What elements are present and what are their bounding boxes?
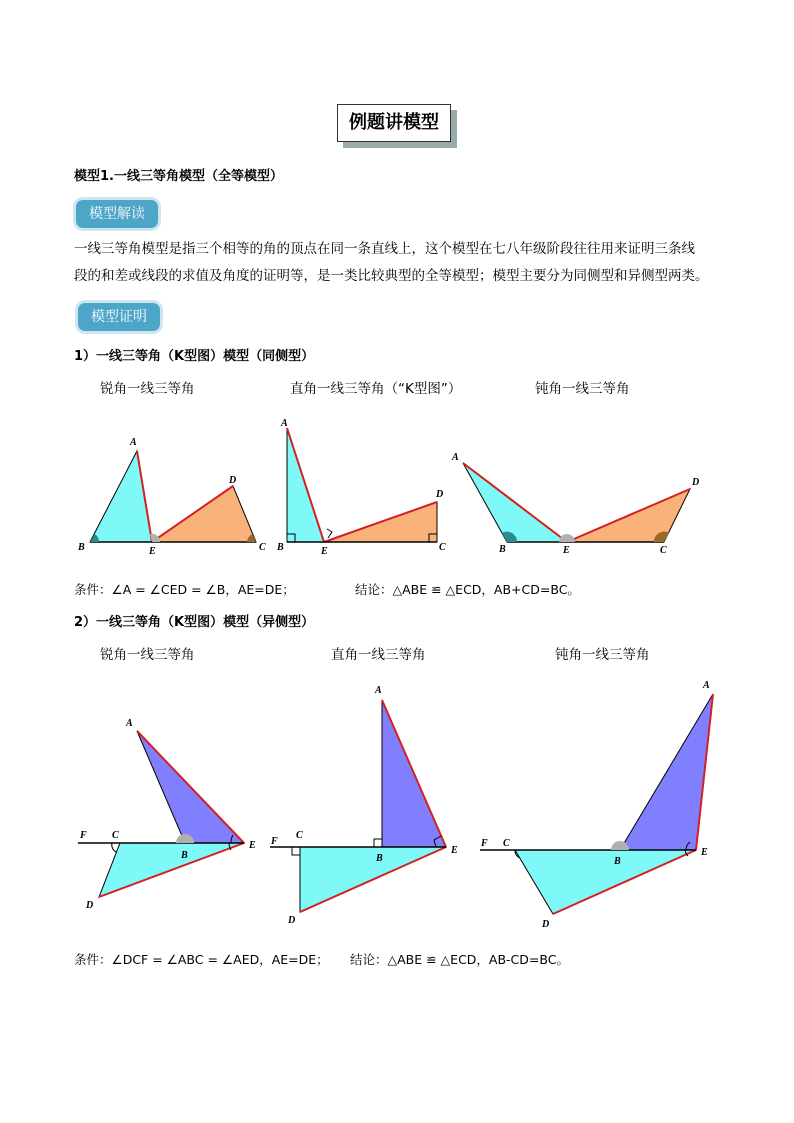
s1-subtitle-right: 直角一线三等角（“K型图”） xyxy=(290,381,462,397)
label-B: B xyxy=(376,853,383,864)
label-C: C xyxy=(112,830,119,841)
intro-paragraph xyxy=(74,236,734,290)
label-E: E xyxy=(451,845,458,856)
label-E: E xyxy=(149,546,156,557)
label-F: F xyxy=(80,830,87,841)
label-A: A xyxy=(126,718,133,729)
section2-figures xyxy=(0,670,794,940)
label-C: C xyxy=(503,838,510,849)
paragraph-line-2: 段的和差或线段的求值及角度的证明等，是一类比较典型的全等模型；模型主要分为同侧型和异侧型两类。 xyxy=(74,268,709,284)
s2-obtuse-figure xyxy=(480,680,713,930)
s1-right-figure xyxy=(276,418,446,557)
s2-obtuse-triangle-ecd xyxy=(515,850,696,914)
section1-heading: 1）一线三等角（K型图）模型（同侧型） xyxy=(74,349,315,364)
label-C: C xyxy=(660,545,667,556)
s2-subtitle-obtuse: 钝角一线三等角 xyxy=(555,647,650,663)
s2-condition: 条件：∠DCF = ∠ABC = ∠AED，AE=DE； xyxy=(74,952,329,967)
label-A: A xyxy=(703,680,710,691)
label-A: A xyxy=(130,437,137,448)
s1-subtitle-acute: 锐角一线三等角 xyxy=(100,381,195,397)
s1-acute-triangle-ecd xyxy=(152,486,256,542)
label-B: B xyxy=(78,542,85,553)
label-D: D xyxy=(436,489,444,500)
label-F: F xyxy=(481,838,488,849)
s2-subtitle-right: 直角一线三等角 xyxy=(331,647,426,663)
label-E: E xyxy=(701,847,708,858)
s1-acute-figure xyxy=(77,437,266,557)
s1-obtuse-figure xyxy=(451,452,699,556)
label-E: E xyxy=(563,545,570,556)
label-E: E xyxy=(321,546,328,557)
label-B: B xyxy=(181,850,188,861)
badge-model-read: 模型解读 xyxy=(76,200,158,228)
s1-subtitle-obtuse: 钝角一线三等角 xyxy=(535,381,630,397)
badge-model-proof: 模型证明 xyxy=(78,303,160,331)
label-C: C xyxy=(439,542,446,553)
label-D: D xyxy=(229,475,237,486)
label-D: D xyxy=(542,919,550,930)
label-C: C xyxy=(259,542,266,553)
page-title: 例题讲模型 xyxy=(337,104,451,142)
section1-figures xyxy=(0,400,794,565)
section2-heading: 2）一线三等角（K型图）模型（异侧型） xyxy=(74,615,315,630)
label-A: A xyxy=(281,418,288,429)
label-D: D xyxy=(288,915,296,926)
s2-acute-figure xyxy=(78,718,256,911)
s2-conclusion: 结论：△ABE ≌ △ECD，AB-CD=BC。 xyxy=(350,952,569,967)
label-C: C xyxy=(296,830,303,841)
model-heading: 模型1.一线三等角模型（全等模型） xyxy=(74,169,283,184)
paragraph-line-1: 一线三等角模型是指三个相等的角的顶点在同一条直线上，这个模型在七八年级阶段往往用来证明三条线 xyxy=(74,241,695,257)
label-A: A xyxy=(375,685,382,696)
label-A: A xyxy=(452,452,459,463)
label-B: B xyxy=(499,544,506,555)
label-D: D xyxy=(692,477,700,488)
s1-acute-triangle-abe xyxy=(90,451,152,542)
s2-right-figure xyxy=(270,685,458,926)
label-E: E xyxy=(249,840,256,851)
s1-conclusion: 结论：△ABE ≌ △ECD，AB+CD=BC。 xyxy=(355,582,580,597)
label-B: B xyxy=(277,542,284,553)
label-D: D xyxy=(86,900,94,911)
s1-condition: 条件：∠A = ∠CED = ∠B，AE=DE； xyxy=(74,582,295,597)
label-B: B xyxy=(614,856,621,867)
label-F: F xyxy=(271,836,278,847)
s2-subtitle-acute: 锐角一线三等角 xyxy=(100,647,195,663)
